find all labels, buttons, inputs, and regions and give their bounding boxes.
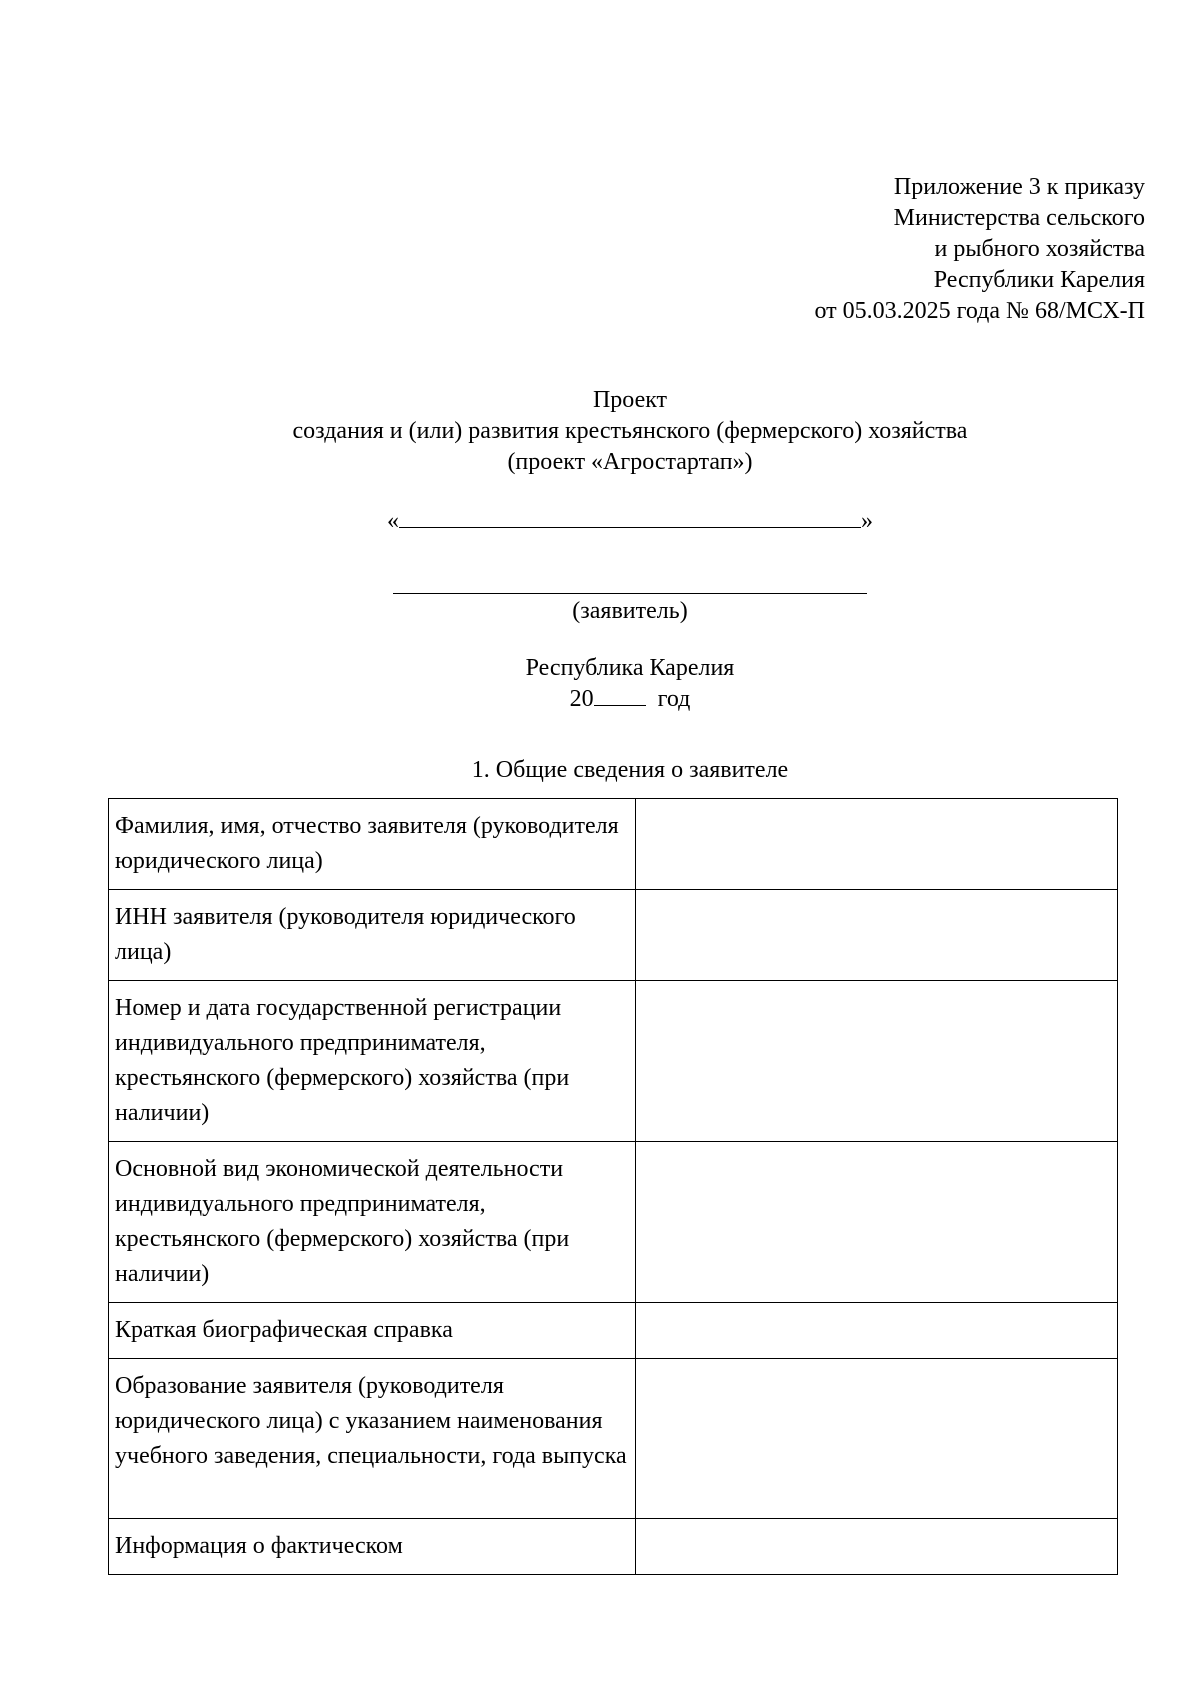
row-value-cell[interactable] (636, 1519, 1118, 1575)
annex-header (814, 172, 1145, 327)
table-row (109, 1359, 1118, 1519)
year-blank[interactable] (594, 683, 646, 706)
project-name-blank[interactable] (399, 505, 861, 528)
annex-line: Приложение 3 к приказу (893, 174, 1145, 200)
row-label: Информация о фактическом (109, 1519, 636, 1575)
row-label: Фамилия, имя, отчество заявителя (руководителя юридического лица) (109, 799, 636, 890)
title-line: создания и (или) развития крестьянского (фермерского) хозяйства (292, 418, 968, 444)
open-quote: « (387, 508, 399, 534)
row-value-cell[interactable] (636, 890, 1118, 981)
project-name-field (0, 505, 1200, 537)
applicant-blank[interactable] (393, 593, 867, 594)
title-line: Проект (592, 387, 668, 413)
row-label: Образование заявителя (руководителя юридического лица) с указанием наименования учебного заведения, специальности, года выпуска (109, 1359, 636, 1519)
row-value-cell[interactable] (636, 1142, 1118, 1303)
title-line: (проект «Агростартап») (507, 449, 753, 475)
year-prefix: 20 (569, 686, 594, 712)
document-title (0, 385, 1200, 478)
table-row (109, 799, 1118, 890)
table-row (109, 1519, 1118, 1575)
close-quote: » (861, 508, 873, 534)
applicant-info-table (108, 798, 1118, 1575)
annex-line: Министерства сельского (893, 205, 1145, 231)
annex-line: от 05.03.2025 года № 68/МСХ-П (814, 298, 1145, 324)
row-value-cell[interactable] (636, 1303, 1118, 1359)
year-suffix: год (657, 686, 691, 712)
row-label: Краткая биографическая справка (109, 1303, 636, 1359)
applicant-caption: (заявитель) (572, 598, 688, 624)
row-label: Номер и дата государственной регистрации индивидуального предпринимателя, крестьянского (фермерского) хозяйства (при наличии) (109, 981, 636, 1142)
row-label: Основной вид экономической деятельности индивидуального предпринимателя, крестьянского (фермерского) хозяйства (при наличии) (109, 1142, 636, 1303)
table-row (109, 1303, 1118, 1359)
annex-line: и рыбного хозяйства (934, 236, 1145, 262)
annex-line: Республики Карелия (933, 267, 1145, 293)
row-value-cell[interactable] (636, 799, 1118, 890)
table-row (109, 981, 1118, 1142)
row-label: ИНН заявителя (руководителя юридического лица) (109, 890, 636, 981)
region-name: Республика Карелия (525, 655, 735, 681)
year-field (0, 683, 1200, 715)
section-heading: 1. Общие сведения о заявителе (471, 757, 789, 783)
table-row (109, 890, 1118, 981)
row-value-cell[interactable] (636, 981, 1118, 1142)
row-value-cell[interactable] (636, 1359, 1118, 1519)
table-row (109, 1142, 1118, 1303)
